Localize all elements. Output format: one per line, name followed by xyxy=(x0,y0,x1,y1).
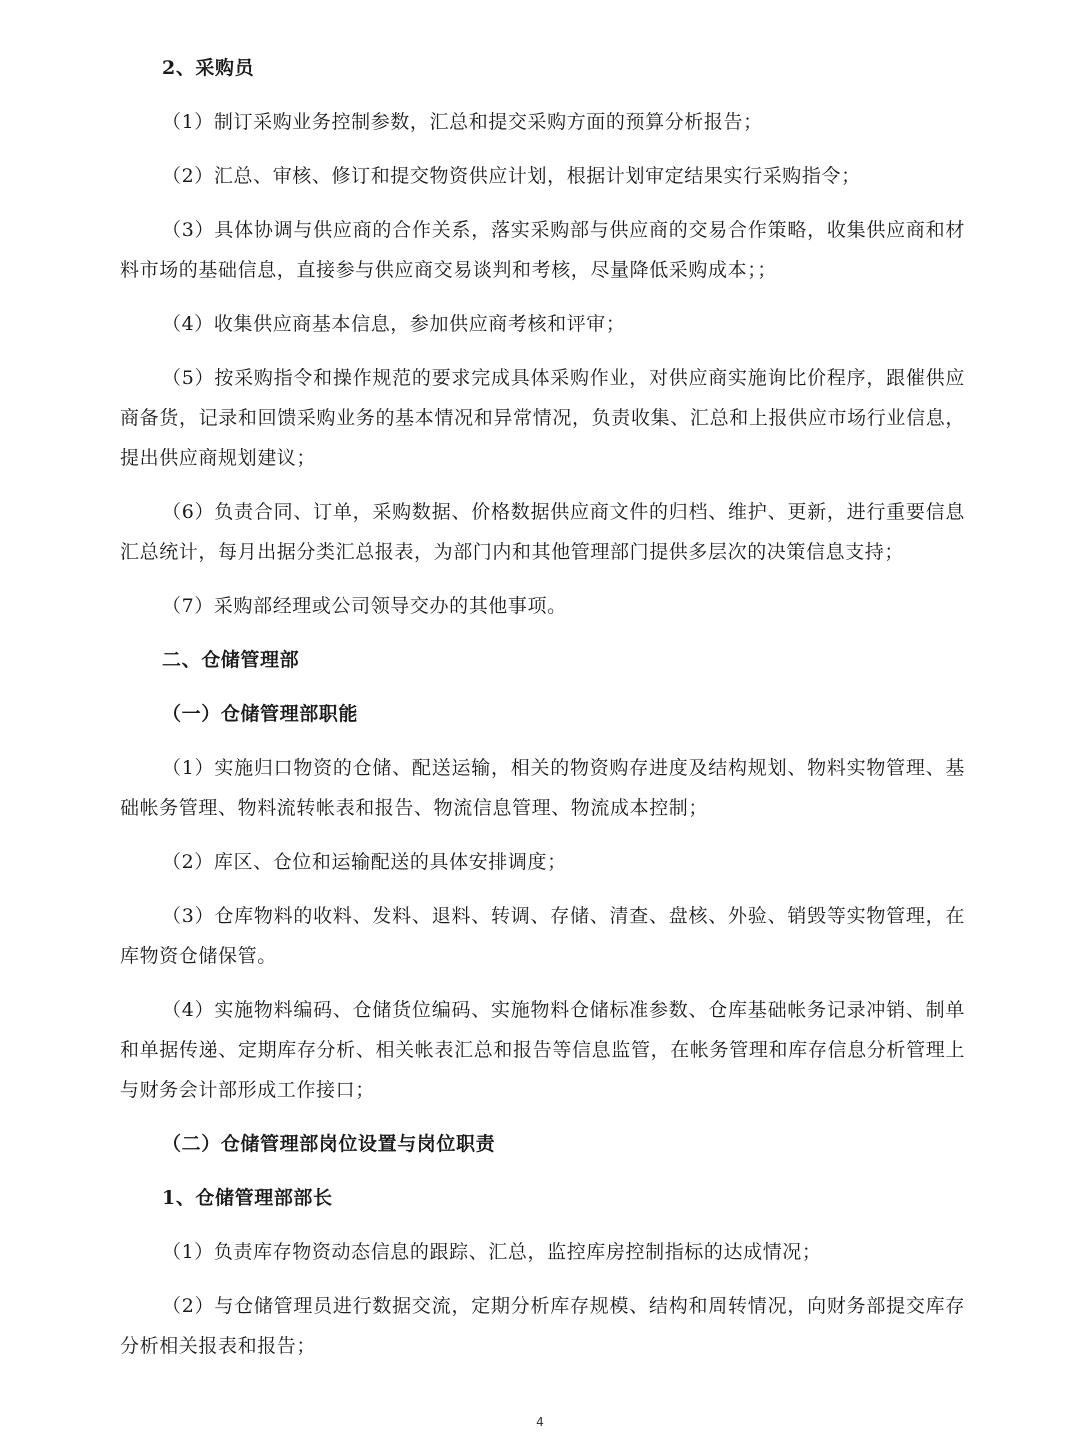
paragraph: （1）制订采购业务控制参数，汇总和提交采购方面的预算分析报告； xyxy=(162,111,763,133)
paragraph: （3）仓库物料的收料、发料、退料、转调、存储、清查、盘核、外验、销毁等实物管理，在库物资仓储保管。 xyxy=(120,905,965,967)
section-heading: 1、仓储管理部部长 xyxy=(162,1187,333,1209)
section-heading: 2、采购员 xyxy=(162,57,255,79)
paragraph: （1）实施归口物资的仓储、配送运输，相关的物资购存进度及结构规划、物料实物管理、基础帐务管理、物料流转帐表和报告、物流信息管理、物流成本控制； xyxy=(120,757,965,819)
paragraph: （7）采购部经理或公司领导交办的其他事项。 xyxy=(162,595,567,617)
section-heading: 二、仓储管理部 xyxy=(162,649,300,671)
paragraph: （2）库区、仓位和运输配送的具体安排调度； xyxy=(162,851,567,873)
paragraph: （4）收集供应商基本信息，参加供应商考核和评审； xyxy=(162,313,626,335)
subsection-heading: （二）仓储管理部岗位设置与岗位职责 xyxy=(162,1133,496,1155)
paragraph: （3）具体协调与供应商的合作关系，落实采购部与供应商的交易合作策略，收集供应商和材料市场的基础信息，直接参与供应商交易谈判和考核，尽量降低采购成本；； xyxy=(120,219,965,281)
paragraph: （4）实施物料编码、仓储货位编码、实施物料仓储标准参数、仓库基础帐务记录冲销、制单和单据传递、定期库存分析、相关帐表汇总和报告等信息监管，在帐务管理和库存信息分析管理上与财务会计部形成工作接口； xyxy=(120,999,965,1101)
paragraph: （5）按采购指令和操作规范的要求完成具体采购作业，对供应商实施询比价程序，跟催供应商备货，记录和回馈采购业务的基本情况和异常情况，负责收集、汇总和上报供应市场行业信息，提出供应商规划建议； xyxy=(120,367,965,469)
paragraph: （1）负责库存物资动态信息的跟踪、汇总，监控库房控制指标的达成情况； xyxy=(162,1241,822,1263)
paragraph: （2）与仓储管理员进行数据交流，定期分析库存规模、结构和周转情况，向财务部提交库存分析相关报表和报告； xyxy=(120,1295,965,1357)
subsection-heading: （一）仓储管理部职能 xyxy=(162,703,359,725)
document-body xyxy=(120,48,965,1380)
page-number: 4 xyxy=(536,1415,544,1429)
paragraph: （6）负责合同、订单，采购数据、价格数据供应商文件的归档、维护、更新，进行重要信息汇总统计，每月出据分类汇总报表，为部门内和其他管理部门提供多层次的决策信息支持； xyxy=(120,501,965,563)
paragraph: （2）汇总、审核、修订和提交物资供应计划，根据计划审定结果实行采购指令； xyxy=(162,165,861,187)
